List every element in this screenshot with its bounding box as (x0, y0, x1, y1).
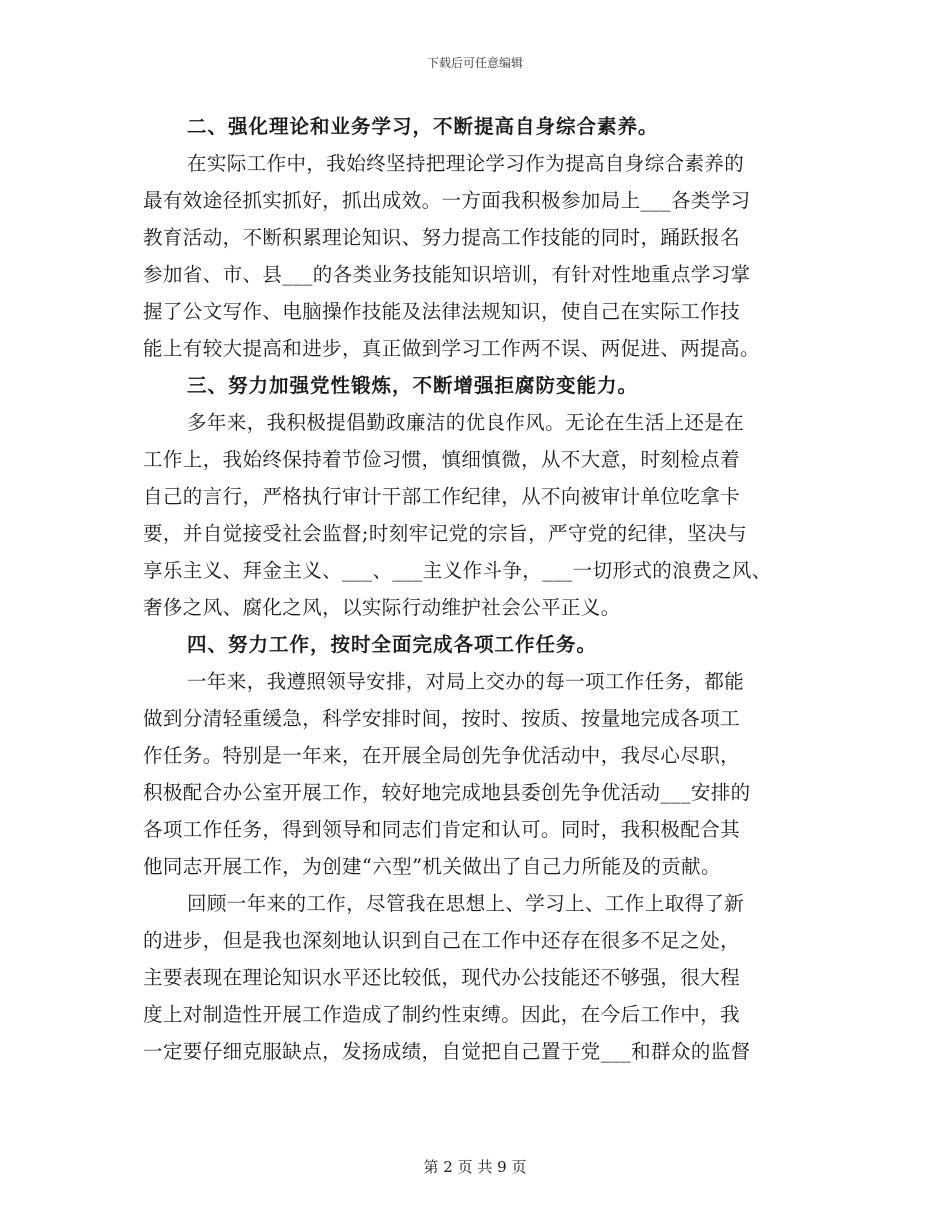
paragraph-line: 一年来，我遵照领导安排，对局上交办的每一项工作任务，都能 (187, 670, 745, 693)
paragraph-line: 作任务。特别是一年来，在开展全局创先争优活动中，我尽心尽职， (143, 744, 741, 767)
paragraph-line: 工作上，我始终保持着节俭习惯，慎细慎微，从不大意，时刻检点着 (143, 448, 741, 471)
paragraph-line: 他同志开展工作，为创建“六型”机关做出了自己力所能及的贡献。 (143, 855, 721, 878)
paragraph-line: 奢侈之风、腐化之风，以实际行动维护社会公平正义。 (143, 596, 621, 619)
paragraph-line: 度上对制造性开展工作造成了制约性束缚。因此，在今后工作中，我 (143, 1003, 741, 1026)
paragraph-line: 回顾一年来的工作，尽管我在思想上、学习上、工作上取得了新 (187, 892, 745, 915)
section-heading-4: 四、努力工作，按时全面完成各项工作任务。 (187, 633, 598, 656)
paragraph-line: 主要表现在理论知识水平还比较低，现代办公技能还不够强，很大程 (143, 966, 741, 989)
paragraph-line: 要，并自觉接受社会监督;时刻牢记党的宗旨，严守党的纪律，坚决与 (143, 522, 747, 545)
paragraph-line: 的进步，但是我也深刻地认识到自己在工作中还存在很多不足之处， (143, 929, 741, 952)
header-note: 下载后可任意编辑 (426, 56, 523, 70)
paragraph-line: 各项工作任务，得到领导和同志们肯定和认可。同时，我积极配合其 (143, 818, 741, 841)
paragraph-line: 多年来，我积极提倡勤政廉洁的优良作风。无论在生活上还是在 (187, 411, 745, 434)
paragraph-line: 在实际工作中，我始终坚持把理论学习作为提高自身综合素养的 (187, 152, 745, 175)
paragraph-line: 教育活动，不断积累理论知识、努力提高工作技能的同时，踊跃报名 (143, 226, 741, 249)
paragraph-line: 参加省、市、县___的各类业务技能知识培训，有针对性地重点学习掌 (143, 263, 751, 286)
document-body (143, 108, 823, 1070)
paragraph-line: 一定要仔细克服缺点，发扬成绩，自觉把自己置于党___和群众的监督 (143, 1040, 751, 1063)
section-heading-3: 三、努力加强党性锻炼，不断增强拒腐防变能力。 (187, 374, 639, 397)
paragraph-line: 自己的言行，严格执行审计干部工作纪律，从不向被审计单位吃拿卡 (143, 485, 741, 508)
paragraph-line: 做到分清轻重缓急，科学安排时间，按时、按质、按量地完成各项工 (143, 707, 741, 730)
paragraph-line: 最有效途径抓实抓好，抓出成效。一方面我积极参加局上___各类学习 (143, 189, 751, 212)
paragraph-line: 握了公文写作、电脑操作技能及法律法规知识，使自己在实际工作技 (143, 300, 741, 323)
section-heading-2: 二、强化理论和业务学习，不断提高自身综合素养。 (187, 115, 659, 138)
page-number: 第 2 页 共 9 页 (423, 1158, 527, 1176)
paragraph-line: 积极配合办公室开展工作，较好地完成地县委创先争优活动___安排的 (143, 781, 751, 804)
paragraph-line: 享乐主义、拜金主义、___、___主义作斗争，___一切形式的浪费之风、 (143, 559, 772, 582)
paragraph-line: 能上有较大提高和进步，真正做到学习工作两不误、两促进、两提高。 (143, 337, 760, 360)
